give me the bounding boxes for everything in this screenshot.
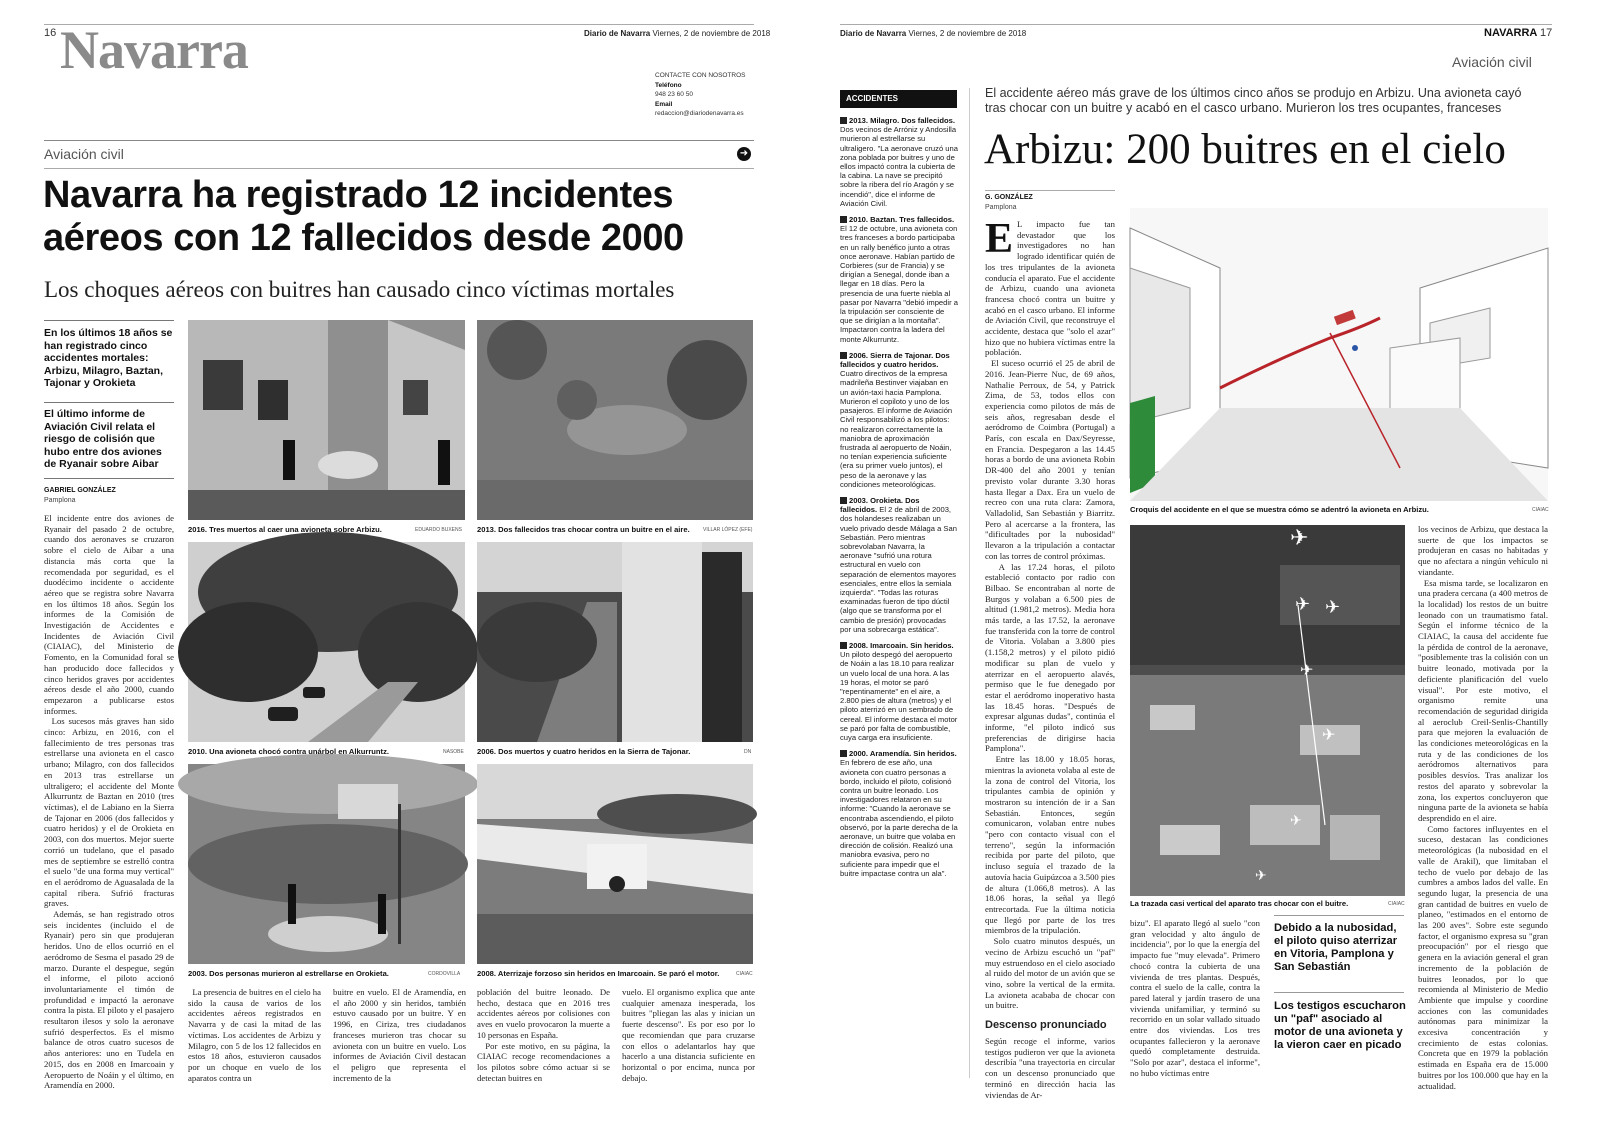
article-text-3: los vecinos de Arbizu, que destaca la suerte de que los impactos se produjeran en casas no habitadas y que no afectara a ningún vehículo ni viandante. Esa misma tarde, se localizaron en una pradera cercana (a 400 metros de la localidad) los restos de un buitre leonado con un traumatismo fatal. Según el informe técnico de la CIAIAC, la causa del accidente fue la pérdida de control de la aeronave, "posiblemente tras la colisión con un buitre leonado, motivada por la deficiente planificación del vuelo visual". Por este motivo, el organismo remite una recomendación de seguridad dirigida al aeroclub Creil-Senlis-Chantilly para que mejoren la evaluación de las condiciones meteorológicas en la ruta y de las condiciones de los aeródromos alternativos para posibles desvíos. Tras analizar los restos del aparato y sobrevolar la zona, los expertos concluyeron que ninguna parte de la avioneta se había desprendido en el aire. Como factores influyentes en el suceso, destacan las condiciones meteorológicas (la nubosidad en el valle de Arakil), que limitaban el techo de vuelo por debajo de las cumbres a ambos lados del valle. En segundo lugar, la presencia de una gran cantidad de buitres en vuelo de planeo, "estimados en el entorno de las 200 aves". Sobre este segundo factor, el organismo expresa su "gran preocupación" por el riesgo que genera en la aviación general el gran incremento de la población de buitres leonados, por lo que recomienda al Ministerio de Medio Ambiente que impulse y coordine acciones con las comunidades autónomas para minimizar la excesiva concentración y crecimiento de estas colonias. Concreta que en 1979 la población estimada en España era de 15.000 buitres por los 100.000 que hay en la actualidad. bbox=[1418, 524, 1549, 1091]
accident-sketch bbox=[1130, 208, 1548, 501]
bottom-col-2: buitre en vuelo. El de Aramendía, en el año 2000 y sin heridos, también estuvo causado por un buitre. Y en 1996, en Ciriza, tres ciudadanos franceses murieron tras chocar su avioneta con un buitre en vuelo. Los informes de Aviación Civil destacan el peligro que representa el incremento de la bbox=[333, 987, 469, 1083]
contact-box bbox=[655, 71, 746, 119]
left-kicker: Aviación civil bbox=[44, 146, 124, 162]
summary-2: El último informe de Aviación Civil relata el riesgo de colisión que hubo entre dos aviones de Ryanair sobre Aibar bbox=[44, 408, 162, 470]
aerial-caption: La trazada casi vertical del aparato tras chocar con el buitre. bbox=[1130, 899, 1349, 908]
accidents-sidebar bbox=[840, 116, 958, 1076]
arrow-right-icon[interactable]: ➜ bbox=[737, 147, 751, 161]
photo-alkurruntz bbox=[188, 542, 465, 742]
bottom-col-3: población del buitre leonado. De hecho, destaca que en 2016 tres accidentes aéreos por colisiones con aves en vuelo provocaron la muerte a 10 personas en España. Por este motivo, en su página, la CIAIAC recoge recomendaciones a los pilotos sobre cómo actuar si se detectan buitres en bbox=[477, 987, 610, 1083]
intro-text: El accidente aéreo más grave de los últimos cinco años se produjo en Arbizu. Una avioneta cayó tras chocar con un buitre y acabó en el casco urbano. Murieron los tres ocupantes, franceses bbox=[985, 86, 1522, 115]
photo-milagro bbox=[477, 320, 753, 520]
bullet-icon bbox=[840, 642, 847, 649]
main-subtitle: Los choques aéreos con buitres han causado cinco víctimas mortales bbox=[44, 277, 675, 302]
bottom-col-4: vuelo. El organismo explica que ante cualquier amenaza inesperada, los buitres "pliegan las alas y inician un fuerte descenso". Es por eso por lo que recomiendan que para cruzarse con ellos o adelantarlos hay que hacerlo a una distancia suficiente en horizontal o por encima, nunca por debajo. bbox=[622, 987, 758, 1083]
caption-arbizu: 2016. Tres muertos al caer una avioneta sobre Arbizu. bbox=[188, 525, 382, 534]
credit-imarcoain: CIAIAC bbox=[736, 971, 753, 977]
svg-text:✈: ✈ bbox=[1325, 597, 1341, 617]
credit-arbizu: EDUARDO BUXENS bbox=[415, 527, 462, 533]
dateline: Pamplona bbox=[44, 497, 76, 504]
credit-orokieta: CORDOVILLA bbox=[428, 971, 461, 977]
right-kicker: Aviación civil bbox=[1452, 54, 1532, 70]
svg-text:✈: ✈ bbox=[1290, 525, 1309, 550]
sketch-credit: CIAIAC bbox=[1532, 507, 1549, 513]
svg-text:✈: ✈ bbox=[1322, 727, 1336, 744]
byline: GABRIEL GONZÁLEZ bbox=[44, 487, 116, 494]
article-text-tail: Según recoge el informe, varios testigos pudieron ver que la avioneta describía "una trayectoria en circular con un descenso pronunciado que terminó en dirección hacia las viviendas de Ar- bbox=[985, 1036, 1118, 1100]
callout-2: Los testigos escucharon un "paf" asociado al motor de una avioneta y la vieron caer en picado bbox=[1274, 1000, 1406, 1051]
email-label: Email bbox=[655, 100, 673, 108]
article-text-2: bizu". El aparato llegó al suelo "con gran velocidad y alto ángulo de incidencia", por lo que la energía del impacto fue "muy elevada". Primero chocó contra la cubierta de una vivienda de tres plantas. Después, contra el suelo de la calle, contra la pared lateral y jardín trasero de una vivienda unifamiliar, y terminó su recorrido en un solar vallado situado entre dos viviendas. Los tres ocupantes fallecieron y la aeronave quedó completamente destruida. "Solo por azar", destaca el informe", no hubo víctimas entre bbox=[1130, 918, 1263, 1078]
photo-imarcoain bbox=[477, 764, 753, 964]
svg-text:✈: ✈ bbox=[1300, 662, 1314, 679]
sketch-caption: Croquis del accidente en el que se muestra cómo se adentró la avioneta en Arbizu. bbox=[1130, 505, 1429, 514]
photo-tajonar bbox=[477, 542, 753, 742]
contact-label: CONTACTE CON NOSOTROS bbox=[655, 72, 746, 79]
sidebar-item: 2013. Milagro. Dos fallecidos. Dos vecinos de Arróniz y Andosilla murieron al estrellarse su ultraligero. "La aeronave cruzó una zona poblada por buitres y uno de ellos impactó contra la cubierta de la cabina. La nave se precipitó sobre la ribera del río Aragón y se incendió", dice el informe de Aviación Civil. bbox=[840, 116, 958, 208]
left-page-number: 16 bbox=[44, 27, 57, 39]
main-headline: Navarra ha registrado 12 incidentes aéreos con 12 fallecidos desde 2000 bbox=[43, 174, 684, 259]
bullet-icon bbox=[840, 216, 847, 223]
sidebar-label: ACCIDENTES bbox=[840, 90, 957, 108]
photo-arbizu bbox=[188, 320, 465, 520]
bullet-icon bbox=[840, 497, 847, 504]
caption-tajonar: 2006. Dos muertos y cuatro heridos en la Sierra de Tajonar. bbox=[477, 747, 691, 756]
subhead: Descenso pronunciado bbox=[985, 1019, 1107, 1032]
phone-number: 948 23 60 50 bbox=[655, 91, 693, 99]
bottom-col-1: La presencia de buitres en el cielo ha sido la causa de varios de los accidentes aéreos registrados en Navarra y de casi la mitad de las víctimas. Los accidentes de Arbizu y Milagro, con 5 de los 12 fallecidos en estos 18 años, estuvieron causados por un choque en vuelo de los aparatos contra un bbox=[188, 987, 324, 1083]
caption-orokieta: 2003. Dos personas murieron al estrellarse en Orokieta. bbox=[188, 969, 389, 978]
sidebar-item: 2003. Orokieta. Dos fallecidos. El 2 de abril de 2003, dos holandeses realizaban un vuelo privado desde Málaga a San Sebastián. Pero mientras sobrevolaban Navarra, la aeronave "sufrió una rotura estructural en vuelo con separación de elementos mayores esenciales, entre ellos la semiala izquierda". "Todas las roturas examinadas fueron de tipo dúctil (algo que se transforma por el cambio de presión) provocadas por una sobrecarga estática". bbox=[840, 495, 957, 634]
right-dateline: Pamplona bbox=[985, 204, 1017, 211]
right-masthead: Diario de Navarra Viernes, 2 de noviembre de 2018 bbox=[840, 29, 1027, 38]
bullet-icon bbox=[840, 750, 847, 757]
right-headline: Arbizu: 200 buitres en el cielo bbox=[984, 126, 1506, 173]
article-text-1: L impacto fue tan devastador que los investigadores no han logrado identificar quién de los tres tripulantes de la avioneta conducía el aparato. Fue el accidente de Arbizu, cuando una avioneta francesa chocó contra un buitre y acabó en el casco urbano. El informe de Aviación Civil, que reconstruye el accidente, destaca que "solo el azar" hizo que no hubiera víctimas entre la población. El suceso ocurrió el 25 de abril de 2016. Jean-Pierre Nuc, de 69 años, Nathalie Perroux, de 54, y Patrick Zima, de 53, todos ellos con experiencia como pilotos de más de seis años, regresaban desde el aeródromo de Coimbra (Portugal) a París, con escala en Dax/Seyresse, en Francia. Despegaron a las 14.45 horas a bordo de una avioneta Robin DR-400 del año 2001 y tenían previsto volar durante 3.30 horas hasta llegar a Dax. Era un vuelo de recreo con una ruta clara: Zamora, Valladolid, San Sebastián y Biarritz. Pero al acercarse a la frontera, las "dificultades por la nubosidad" llevaron a la tripulación a contactar con las torres de control próximas. A las 17.24 horas, el piloto estableció contacto por radio con Bilbao. Se encontraban al norte de Burgos y volaban a 6.500 pies de altitud (1.981,2 metros). Media hora más tarde, a las 17.52, la aeronave fue transferida con la torre de control de Vitoria. Volaban a 3.800 pies (1.158,2 metros) y el piloto pidió modificar su plan de vuelo y aterrizar en el aeropuerto alavés, permiso que le fue denegado por estar el aeródromo inoperativo hasta las 18.45 horas. "Después de expresar algunas dudas", continúa el informe, "el piloto indicó sus preferencias de dirigirse hacia Pamplona". Entre las 18.00 y 18.05 horas, mientras la avioneta volaba al este de la zona de control del Vitoria, los tripulantes cambia de opinión y mostraron su intención de ir a San Sebastián. Entonces, según comunicaron, volaban entre nubes "pero con contacto visual con el terreno", según la información recibida por parte del piloto, que incluso seguía el trazado de la autovía hacia Guipúzcoa a 3.500 pies de altura (1.066,8 metros). A las 18.06 horas, la señal ya llegó entrecortada. Fue la última noticia que llegó por parte de los tres miembros de la tripulación. Solo cuatro minutos después, un vecino de Arbizu escuchó un "paf" muy estruendoso en el cielo asociado al ruido del motor de un avión que se vino, sobre la vertical de la ermita. La avioneta acababa de chocar con un buitre. bbox=[985, 219, 1116, 1011]
caption-milagro: 2013. Dos fallecidos tras chocar contra un buitre en el aire. bbox=[477, 525, 690, 534]
sidebar-item: 2008. Imarcoain. Sin heridos. Un piloto despegó del aeropuerto de Noáin a las 18.10 para realizar un vuelo local de una hora. A las 19 horas, el motor se paró "repentinamente" en el aire, a 2.800 pies de altura (metros) y el piloto aterrizó en un sembrado de cereal. El informe destaca el motor se paró por falta de combustible, cuya carga era insuficiente. bbox=[840, 640, 958, 742]
svg-text:✈: ✈ bbox=[1290, 814, 1302, 829]
summary-1: En los últimos 18 años se han registrado cinco accidentes mortales: Arbizu, Milagro, Baztan, Tajonar y Orokieta bbox=[44, 327, 173, 389]
caption-imarcoain: 2008. Aterrizaje forzoso sin heridos en Imarcoain. Se paró el motor. bbox=[477, 969, 720, 978]
callout-1: Debido a la nubosidad, el piloto quiso aterrizar en Vitoria, Pamplona y San Sebastián bbox=[1274, 922, 1398, 973]
aerial-credit: CIAIAC bbox=[1388, 901, 1405, 907]
right-section-label: NAVARRA 17 bbox=[1484, 27, 1553, 39]
main-article-column bbox=[985, 216, 1118, 1100]
sidebar-item: 2006. Sierra de Tajonar. Dos fallecidos y cuatro heridos. Cuatro directivos de la empresa madrileña Bestinver viajaban en un avión-taxi hacia Pamplona. Murieron el copiloto y uno de los pasajeros. El informe de Aviación Civil responsabilizó a los pilotos: no realizaron correctamente la maniobra de aproximación frustrada al aeropuerto de Noáin, no tenían experiencia suficiente (era su primer vuelo juntos), el peso de la aeronave y las condiciones meteorológicas. bbox=[840, 350, 953, 489]
sidebar-item: 2000. Aramendía. Sin heridos. En febrero de ese año, una avioneta con cuatro personas a bordo, incluido el piloto, colisionó contra un buitre leonado. Los investigadores relataron en su informe: "Cuando la aeronave se encontraba ascendiendo, el piloto observó, por la parte derecha de la aeronave, un buitre que volaba en dirección de colisión. Realizó una maniobra evasiva, pero no suficiente para impedir que el buitre impactase contra un ala". bbox=[840, 749, 958, 878]
credit-tajonar: DN bbox=[744, 749, 752, 755]
right-byline: G. GONZÁLEZ bbox=[985, 194, 1033, 201]
caption-alkurruntz: 2010. Una avioneta chocó contra unárbol en Alkurruntz. bbox=[188, 747, 389, 756]
section-title: Navarra bbox=[60, 20, 248, 80]
email-link[interactable]: redaccion@diariodenavarra.es bbox=[655, 110, 744, 118]
left-body-text: El incidente entre dos aviones de Ryanair del pasado 2 de octubre, cuando dos aeronaves se cruzaron sobre el cielo de Aibar a una distancia más corta que la recomendada por seguridad, es el duodécimo incidente o accidente aéreo que se registra sobre Navarra en los últimos 18 años. Según los informes de la Comisión de Investigación de Accidentes e Incidentes de Aviación Civil (CIAIAC), del Ministerio de Fomento, en la Comunidad foral se han producido doce fallecidos y cinco heridos graves por accidentes aéreos desde el año 2000, cuando empezaron a publicarse estos informes. Los sucesos más graves han sido cinco: Arbizu, en 2016, con el fallecimiento de tres personas tras estrellarse una avioneta en el casco urbano; Milagro, con dos fallecidos en 2013 tras estrellarse un ultraligero; el accidente del Monte Alkurruntz de Baztan en 2010 (tres víctimas), el de Labiano en la Sierra de Tajonar en 2006 (dos fallecidos y cuatro heridos) y el de Orokieta en 2003, con dos muertos. Mejor suerte corrió un tudelano, que el pasado mes de septiembre se estrelló contra el suelo "de una forma muy vertical" en el aeródromo de Aguasalada de la capital ribera. Sufrió fracturas graves. Además, se han registrado otros seis incidentes (incluido el de Ryanair) pero sin que produjeran heridos. Uno de ellos ocurrió en el aeródromo de Sesma el pasado 29 de marzo. Durante el despegue, según el informe, el piloto accionó involuntariamente el timón de profundidad e impactó la aeronave contra la pista. El piloto y el pasajero resultaron ilesos y solo la aeronave sufrió desperfectos. Es el mismo balance de otros cuatro sucesos de años anteriores: uno en Tudela en 2015, dos en 2008 en Imarcoain y Aeropuerto de Noáin y el último, en Aramendía en 2000. bbox=[44, 513, 174, 1091]
sidebar-item: 2010. Baztan. Tres fallecidos. El 12 de octubre, una avioneta con tres franceses a bordo participaba en un rally benéfico junto a otras once aeronave. Habían partido de Corbieres (sur de Francia) y se dirigían a Senegal, donde iban a llegar en 18 días. Pero la presencia de una fuerte niebla al pasar por Navarra "debió impedir a la tripulación ser consciente de que se dirigían a la montaña". Impactaron contra la ladera del monte Alkurruntz. bbox=[840, 215, 958, 344]
credit-alkurruntz: NASOBE bbox=[443, 749, 464, 755]
bullet-icon bbox=[840, 117, 847, 124]
credit-milagro: VILLAR LÓPEZ (EFE) bbox=[703, 527, 753, 533]
svg-text:✈: ✈ bbox=[1295, 594, 1311, 614]
left-masthead: Diario de Navarra Viernes, 2 de noviembre de 2018 bbox=[584, 29, 771, 38]
svg-text:✈: ✈ bbox=[1255, 869, 1267, 884]
dropcap: E bbox=[985, 216, 1014, 262]
bullet-icon bbox=[840, 352, 847, 359]
photo-orokieta bbox=[188, 764, 465, 964]
aerial-photo bbox=[1130, 525, 1405, 896]
phone-label: Teléfono bbox=[655, 81, 682, 89]
